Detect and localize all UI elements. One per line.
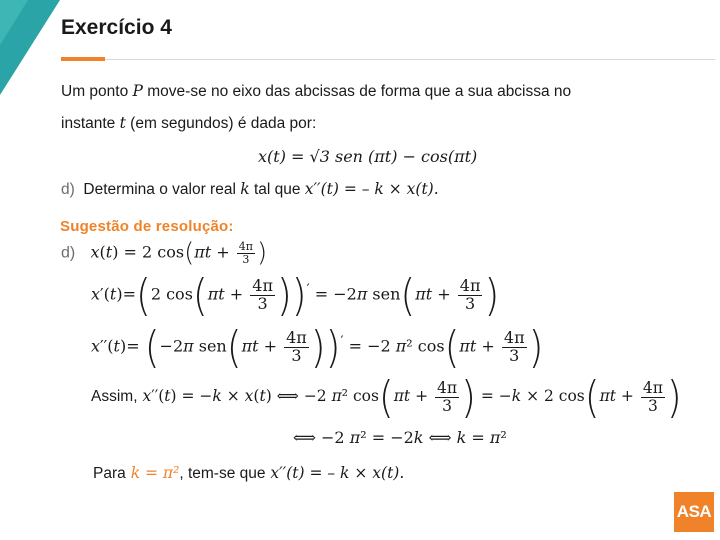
resolution-step-second-derivative: x′′(t)= (−2π sen(πt + $\frac{4\pi}{3}$ ))′ = −2 π² cos(πt + $\frac{4\pi}{3}$ ) — [91, 321, 544, 373]
question-d: d) Determina o valor real k tal que x′′(t) = – k × x(t). — [61, 180, 439, 198]
resolution-step-assim: Assim, x′′(t) = −k × x(t) ⟺ −2 π² cos(πt + $\frac{4\pi}{3}$ ) = −k × 2 cos(πt + $\frac{4\pi}{3}$ ) — [91, 371, 682, 423]
resolution-heading: Sugestão de resolução: — [60, 218, 234, 235]
corner-decoration — [0, 0, 60, 95]
title-divider — [105, 59, 715, 60]
title-accent-rule — [61, 57, 105, 61]
problem-line-1: Um ponto P move-se no eixo das abcissas de forma que a sua abcissa no — [61, 82, 572, 100]
resolution-step-first-derivative: x′(t)=(2 cos(πt + $\frac{4\pi}{3}$ ))′ = −2π sen(πt + $\frac{4\pi}{3}$ ) — [91, 269, 500, 321]
position-equation: x(t) = √3 sen (πt) − cos(πt) — [258, 147, 478, 166]
asa-logo: ASA — [674, 492, 714, 532]
resolution-step-equivalence: ⟺ −2 π² = −2k ⟺ k = π² — [293, 428, 507, 447]
resolution-step-x: d) x(t) = 2 cos(πt + $\frac{4\pi}{3}$ ) — [61, 238, 268, 268]
problem-line-2: instante t (em segundos) é dada por: — [61, 114, 317, 132]
page-title: Exercício 4 — [61, 16, 172, 39]
resolution-conclusion: Para k = π², tem-se que x′′(t) = – k × x(t). — [93, 464, 405, 482]
